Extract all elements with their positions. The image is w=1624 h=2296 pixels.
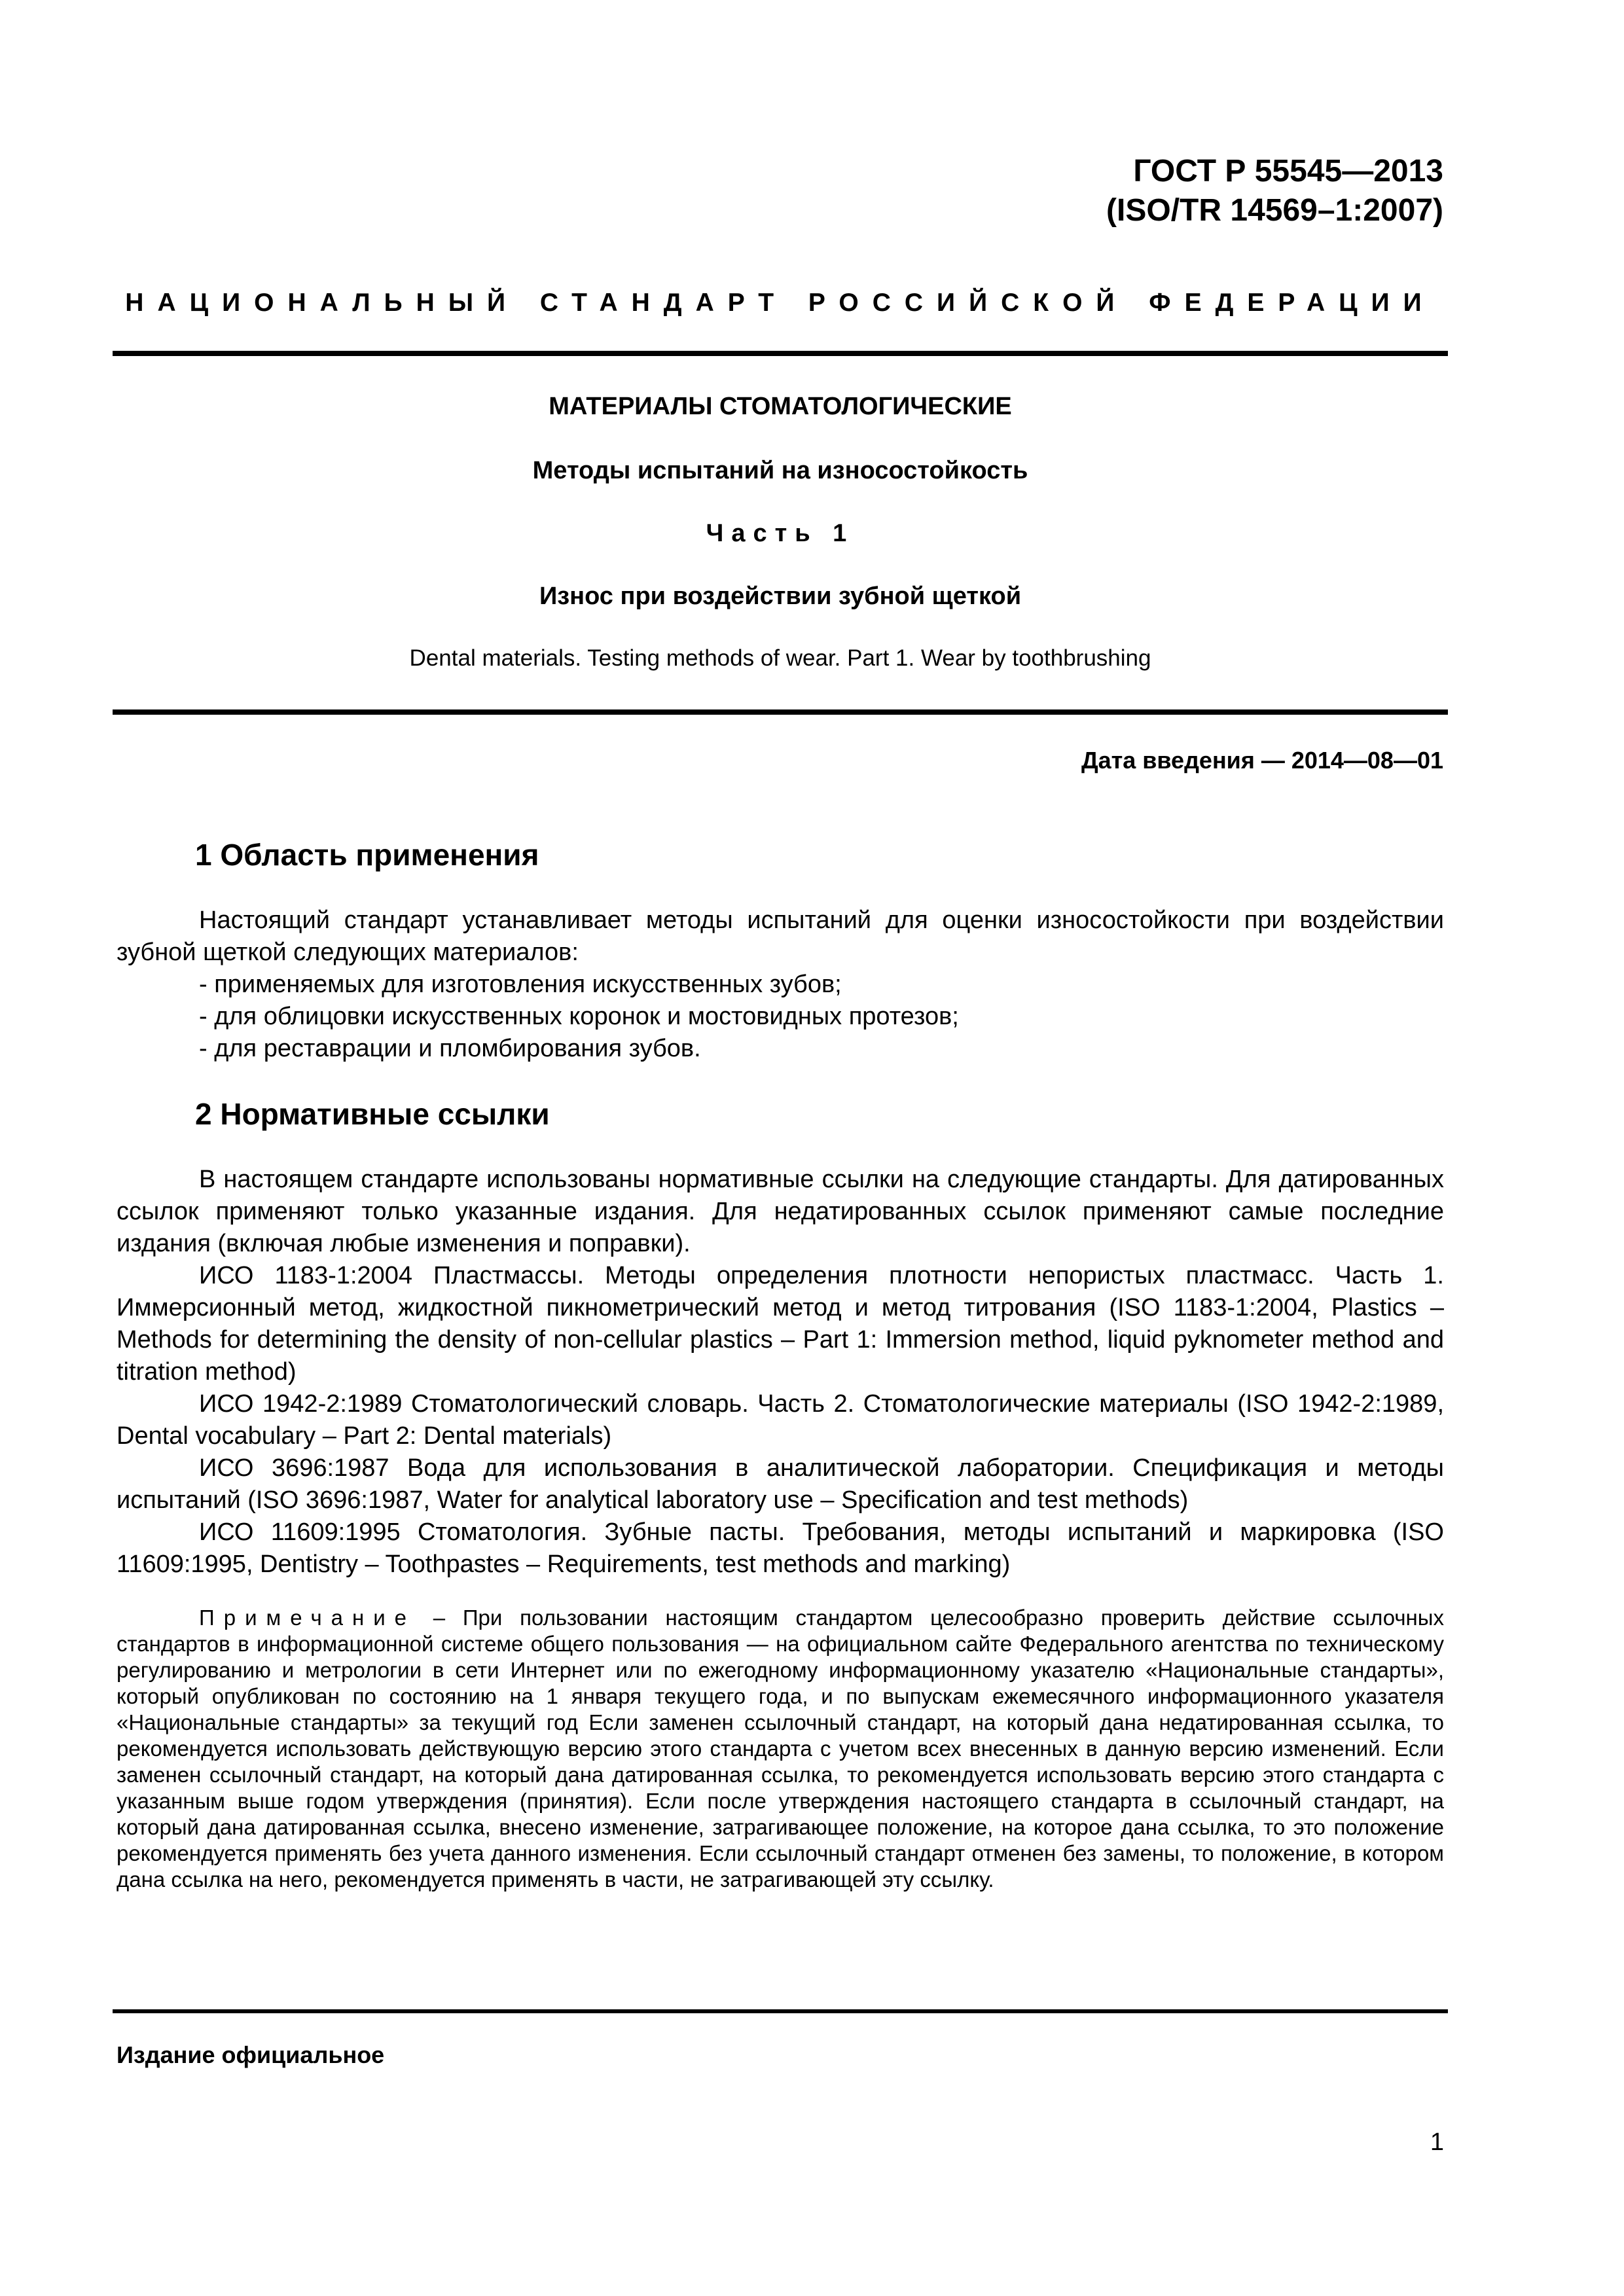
section-1-body — [117, 905, 1444, 1065]
note-label: Примечание — [199, 1605, 416, 1630]
footer-rule — [113, 2009, 1448, 2013]
section-2-paragraph: В настоящем стандарте использованы нормативные ссылки на следующие стандарты. Для датированных ссылок применяют только указанные издания. Для недатированных ссылок применяют самые последние издания (включая любые изменения и поправки). — [117, 1166, 1444, 1257]
list-item: - применяемых для изготовления искусственных зубов; — [199, 971, 842, 998]
list-item: - для реставрации и пломбирования зубов. — [199, 1035, 701, 1062]
note-text: – При пользовании настоящим стандартом целесообразно проверить действие ссылочных стандартов в информационной системе общего пользования — на официальном сайте Федерального агентства по техническому регулированию и метрологии в сети Интернет или по ежегодному информационному указателю «Национальные стандарты», который опубликован по состоянию на 1 января текущего года, и по выпускам ежемесячного информационного указателя «Национальные стандарты» за текущий год Если заменен ссылочный стандарт, на который дана недатированная ссылка, то рекомендуется использовать действующую версию этого стандарта с учетом всех внесенных в данную версию изменений. Если заменен ссылочный стандарт, на который дана датированная ссылка, то рекомендуется использовать версию этого стандарта с указанным выше годом утверждения (принятия). Если после утверждения настоящего стандарта в ссылочный стандарт, на который дана датированная ссылка, внесено изменение, затрагивающее положение, на которое дана ссылка, то это положение рекомендуется применять без учета данного изменения. Если ссылочный стандарт отменен без замены, то положение, в котором дана ссылка на него, рекомендуется применять в части, не затрагивающей эту ссылку. — [117, 1605, 1444, 1892]
reference-item: ИСО 3696:1987 Вода для использования в аналитической лаборатории. Спецификация и методы испытаний (ISO 3696:1987, Water for analytical laboratory use – Specification and test methods) — [117, 1454, 1444, 1514]
introduction-date: Дата введения — 2014—08—01 — [1081, 747, 1443, 774]
title-rule — [113, 709, 1448, 715]
note-block — [117, 1605, 1444, 1893]
reference-item: ИСО 1183-1:2004 Пластмассы. Методы определения плотности непористых пластмасс. Часть 1. Иммерсионный метод, жидкостной пикнометрический метод и метод титрования (ISO 1183-1:2004, Plastics – Methods for determining the density of non-cellular plastics – Part 1: Immersion method, liquid pyknometer method and titration method) — [117, 1262, 1444, 1386]
list-item: - для облицовки искусственных коронок и мостовидных протезов; — [199, 1003, 959, 1030]
part-label: Часть 1 — [706, 520, 855, 547]
national-standard-label: НАЦИОНАЛЬНЫЙ СТАНДАРТ РОССИЙСКОЙ ФЕДЕРАЦИИ — [125, 289, 1435, 317]
part-title: Износ при воздействии зубной щеткой — [539, 583, 1022, 610]
section-1-heading: 1 Область применения — [195, 838, 539, 872]
english-title: Dental materials. Testing methods of wear. Part 1. Wear by toothbrushing — [409, 645, 1151, 671]
header-rule — [113, 351, 1448, 356]
section-1-paragraph: Настоящий стандарт устанавливает методы испытаний для оценки износостойкости при воздействии зубной щеткой следующих материалов: — [117, 906, 1444, 966]
page-number: 1 — [1430, 2128, 1444, 2156]
reference-item: ИСО 1942-2:1989 Стоматологический словарь. Часть 2. Стоматологические материалы (ISO 1942-2:1989, Dental vocabulary – Part 2: Dental materials) — [117, 1390, 1444, 1450]
reference-item: ИСО 11609:1995 Стоматология. Зубные пасты. Требования, методы испытаний и маркировка (ISO 11609:1995, Dentistry – Toothpastes – Requirements, test methods and marking) — [117, 1518, 1444, 1578]
gost-designation: ГОСТ Р 55545—2013 — [1133, 154, 1443, 188]
edition-label: Издание официальное — [117, 2041, 385, 2068]
iso-designation: (ISO/TR 14569–1:2007) — [1106, 193, 1443, 228]
document-subtitle: Методы испытаний на износостойкость — [532, 457, 1028, 484]
section-2-body — [117, 1164, 1444, 1581]
document-title: МАТЕРИАЛЫ СТОМАТОЛОГИЧЕСКИЕ — [549, 393, 1012, 420]
section-2-heading: 2 Нормативные ссылки — [195, 1097, 550, 1131]
